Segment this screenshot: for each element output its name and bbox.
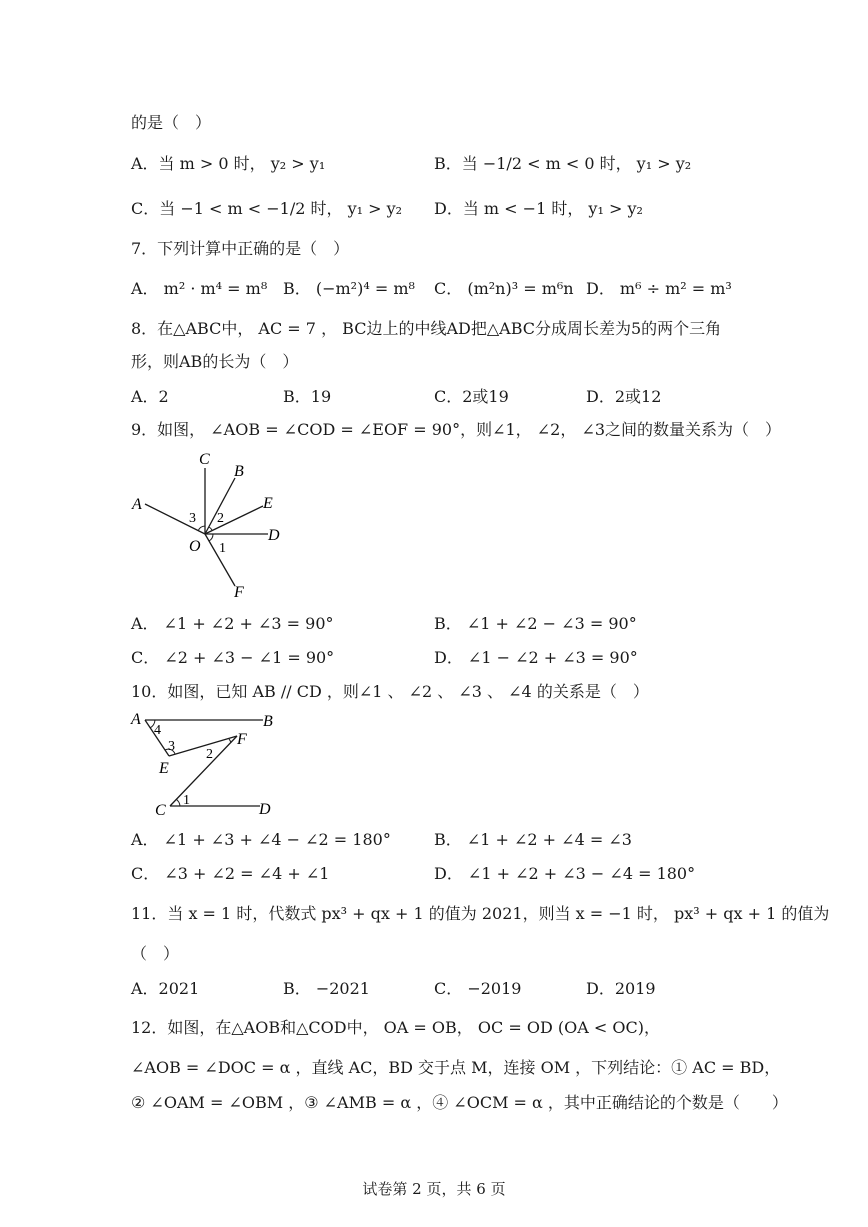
q7-option-d: D． m⁶ ÷ m² = m³	[586, 279, 732, 298]
q8-stem-line2: 形，则AB的长为（ ）	[131, 352, 299, 371]
q10-option-a: A． ∠1 + ∠3 + ∠4 − ∠2 = 180°	[131, 830, 391, 849]
q10-label-2: 2	[206, 747, 213, 762]
q6-option-b: B．当 −1/2 < m < 0 时， y₁ > y₂	[434, 154, 692, 173]
q11-option-a: A．2021	[131, 979, 200, 998]
q10-label-d: D	[259, 801, 271, 818]
q10-label-3: 3	[168, 739, 175, 754]
q9-label-2: 2	[217, 511, 224, 526]
q10-label-e: E	[159, 760, 169, 777]
q10-angle-arc-1	[176, 799, 180, 806]
q9-label-a: A	[132, 496, 142, 513]
q12-stem-line2: ∠AOB = ∠DOC = α ，直线 AC，BD 交于点 M，连接 OM ，下列结论：① AC = BD，	[131, 1058, 781, 1077]
q9-angle-arc-3	[198, 526, 205, 531]
q9-label-f: F	[234, 584, 244, 601]
q9-ray-oe	[205, 506, 263, 534]
q9-label-1: 1	[219, 541, 226, 556]
q8-option-a: A．2	[131, 387, 169, 406]
q8-option-c: C．2或19	[434, 387, 509, 406]
q9-label-b: B	[234, 463, 244, 480]
q9-label-d: D	[268, 527, 280, 544]
q11-option-c: C． −2019	[434, 979, 522, 998]
q8-stem-line1: 8．在△ABC中， AC = 7 ， BC边上的中线AD把△ABC分成周长差为5的两个三角	[131, 319, 722, 338]
q9-label-e: E	[263, 495, 273, 512]
q7-stem: 7．下列计算中正确的是（ ）	[131, 239, 350, 258]
q9-angle-arc-2	[209, 527, 212, 530]
q9-ray-oa	[145, 504, 205, 534]
q11-option-b: B． −2021	[283, 979, 370, 998]
q9-option-d: D． ∠1 − ∠2 + ∠3 = 90°	[434, 648, 638, 667]
q9-option-b: B． ∠1 + ∠2 − ∠3 = 90°	[434, 614, 637, 633]
q10-label-b: B	[263, 713, 273, 730]
q10-label-4: 4	[154, 723, 161, 738]
q10-stem: 10．如图，已知 AB // CD ，则∠1 、 ∠2 、 ∠3 、 ∠4 的关系是（ ）	[131, 682, 649, 701]
q7-option-c: C． (m²n)³ = m⁶n	[434, 279, 574, 298]
page-footer: 试卷第 2 页，共 6 页	[362, 1180, 506, 1198]
q6-option-a: A．当 m > 0 时， y₂ > y₁	[131, 154, 326, 173]
q10-label-f: F	[237, 731, 247, 748]
q9-stem: 9．如图， ∠AOB = ∠COD = ∠EOF = 90°，则∠1， ∠2， ∠3之间的数量关系为（ ）	[131, 420, 782, 439]
q6-option-c: C．当 −1 < m < −1/2 时， y₁ > y₂	[131, 199, 403, 218]
q9-label-o: O	[189, 538, 201, 555]
q10-label-c: C	[155, 802, 166, 819]
q8-option-b: B．19	[283, 387, 332, 406]
q9-option-c: C． ∠2 + ∠3 − ∠1 = 90°	[131, 648, 335, 667]
q11-option-d: D．2019	[586, 979, 656, 998]
q10-figure	[125, 708, 285, 820]
q6-stem-tail: 的是（ ）	[131, 113, 212, 132]
q11-stem-line1: 11．当 x = 1 时，代数式 px³ + qx + 1 的值为 2021，则当 x = −1 时， px³ + qx + 1 的值为	[131, 904, 830, 923]
q9-option-a: A． ∠1 + ∠2 + ∠3 = 90°	[131, 614, 334, 633]
q6-option-d: D．当 m < −1 时， y₁ > y₂	[434, 199, 643, 218]
q9-label-c: C	[199, 451, 210, 468]
q8-option-d: D．2或12	[586, 387, 662, 406]
q7-option-b: B． (−m²)⁴ = m⁸	[283, 279, 415, 298]
q11-stem-line2: （ ）	[131, 944, 180, 963]
q10-option-c: C． ∠3 + ∠2 = ∠4 + ∠1	[131, 864, 330, 883]
q10-label-a: A	[131, 711, 141, 728]
q10-label-1: 1	[183, 793, 190, 808]
q7-option-a: A． m² · m⁴ = m⁸	[131, 279, 268, 298]
q9-angle-arc-1	[209, 534, 213, 541]
q12-stem-line1: 12．如图，在△AOB和△COD中， OA = OB， OC = OD (OA < OC)，	[131, 1018, 660, 1037]
q9-label-3: 3	[189, 511, 196, 526]
q10-option-d: D． ∠1 + ∠2 + ∠3 − ∠4 = 180°	[434, 864, 696, 883]
q10-option-b: B． ∠1 + ∠2 + ∠4 = ∠3	[434, 830, 632, 849]
q9-figure	[125, 448, 295, 606]
q12-stem-line3: ② ∠OAM = ∠OBM ，③ ∠AMB = α ，④ ∠OCM = α ，其中正确结论的个数是（ ）	[131, 1093, 788, 1112]
